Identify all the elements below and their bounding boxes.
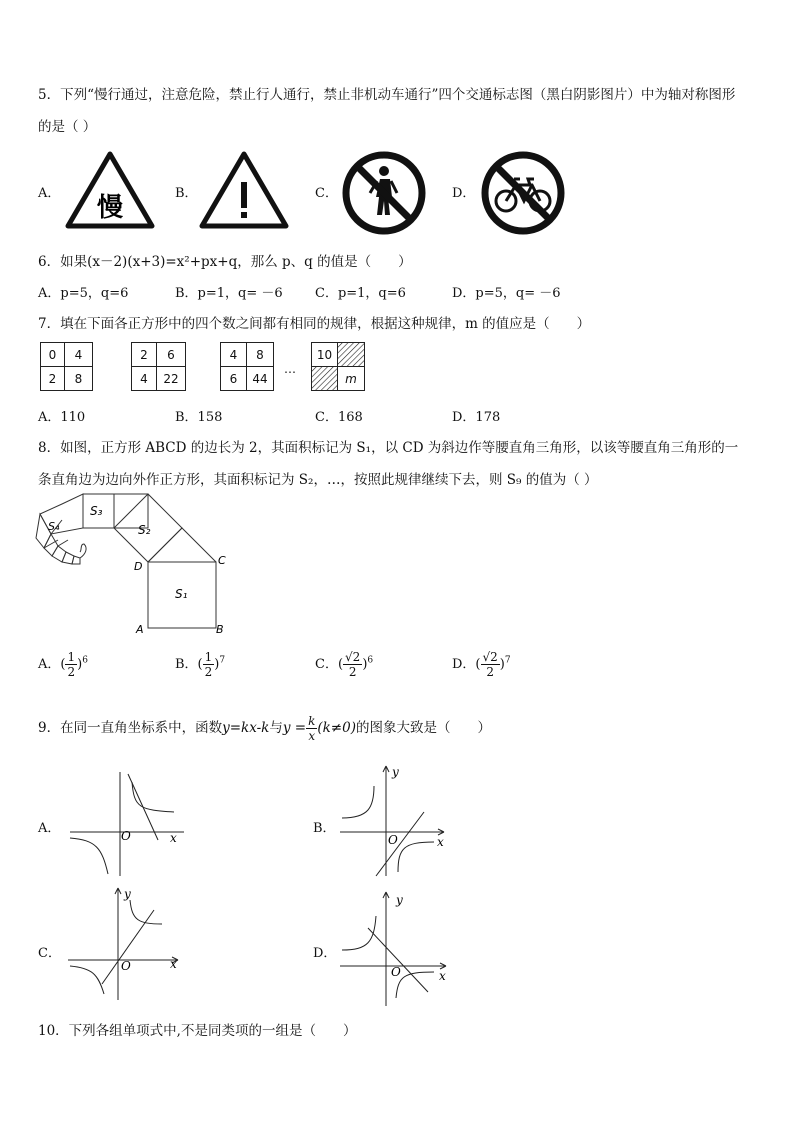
svg-text:x: x [170,957,177,971]
q5-option-b[interactable]: B． [175,186,198,201]
q9-stem: 9．在同一直角坐标系中，函数y=kx-k与y = $\frac{k}{x}$ (k≠0)的图象大致是（ ） [38,714,491,743]
svg-text:x: x [437,835,444,849]
q5-option-d[interactable]: D． [452,186,476,201]
q9-graph-c [66,884,190,1004]
q8-option-a[interactable]: A．( $\frac{1}{2}$ )$^6$ [38,650,88,679]
no-pedestrians-sign-icon [340,149,430,239]
svg-text:x: x [439,969,446,983]
q6-option-a[interactable]: A．p=5，q=6 [38,286,129,301]
label-s3: S₃ [90,504,103,518]
spiral-squares-figure [34,494,234,636]
q5-stem-line1: 5．下列“慢行通过，注意危险，禁止行人通行，禁止非机动车通行”四个交通标志图（黑白阴影图片）中为轴对称图形 [38,87,736,103]
q8-option-c[interactable]: C．( $\frac{√2}{2}$ )$^6$ [315,650,374,679]
q6-option-d[interactable]: D．p=5，q= －6 [452,286,561,301]
fraction: $\frac{√2}{2}$ [482,650,498,679]
svg-text:O: O [391,965,401,979]
grid-cell-m: m [337,366,365,391]
label-a: A [136,623,144,636]
q8-d-label: D．( [452,657,481,672]
grid-cell: 0 [40,342,65,367]
svg-text:y: y [396,893,403,907]
slow-traffic-sign-icon [66,150,156,230]
q7-option-c[interactable]: C．168 [315,410,363,425]
fraction: $\frac{k}{x}$ [308,714,316,743]
q8-option-d[interactable]: D．( $\frac{√2}{2}$ )$^7$ [452,650,511,679]
q8-stem-line2: 条直角边为边向外作正方形，其面积标记为 S₂，…，按照此规律继续下去，则 S₉ 的值为（ ） [38,472,598,488]
q9-option-a[interactable]: A． [38,821,61,836]
q9-option-b[interactable]: B． [313,821,336,836]
grid-cell: 2 [131,342,157,367]
q7-option-d[interactable]: D．178 [452,410,501,425]
fraction: $\frac{√2}{2}$ [345,650,361,679]
sign-a-text: 慢 [96,193,124,223]
label-s2: S₂ [138,523,151,537]
q6-option-c[interactable]: C．p=1，q=6 [315,286,406,301]
q9-func1: y=kx-k [222,720,270,736]
q8-b-label: B．( [175,657,203,672]
svg-text:O: O [121,959,131,973]
q6-stem: 6．如果(x－2)(x+3)=x²+px+q，那么 p、q 的值是（ ） [38,254,412,270]
q9-option-d[interactable]: D． [313,946,337,961]
svg-text:y: y [392,765,399,779]
grid-cell: 4 [220,342,247,367]
q7-option-b[interactable]: B．158 [175,410,223,425]
fraction: $\frac{1}{2}$ [67,650,76,679]
label-d: D [134,560,143,573]
label-b: B [216,623,224,636]
label-s1: S₁ [175,587,188,601]
q8-a-label: A．( [38,657,66,672]
danger-warning-sign-icon [200,150,290,230]
grid-cell: 44 [246,366,274,391]
grid-cell: 6 [220,366,247,391]
q5-option-c[interactable]: C． [315,186,338,201]
label-c: C [218,554,226,567]
q5-stem-line2: 的是（ ） [38,119,97,135]
svg-text:y: y [124,887,131,901]
grid-cell: 6 [156,342,186,367]
q9-graph-b [338,762,454,880]
fraction: $\frac{1}{2}$ [204,650,213,679]
grid-cell: 2 [40,366,65,391]
svg-text:O: O [388,833,398,847]
grid-cell: 22 [156,366,186,391]
hatched-cell [337,342,365,367]
q9-graph-a [66,768,190,880]
grid-cell: 8 [246,342,274,367]
q9-option-c[interactable]: C． [38,946,61,961]
q8-stem-line1: 8．如图，正方形 ABCD 的边长为 2，其面积标记为 S₁，以 CD 为斜边作等腰直角三角形，以该等腰直角三角形的一 [38,440,739,456]
hatched-cell [311,366,338,391]
q10-stem: 10．下列各组单项式中,不是同类项的一组是（ ） [38,1023,357,1039]
grid-cell: 10 [311,342,338,367]
grid-cell: 4 [64,342,93,367]
q5-option-a[interactable]: A． [38,186,61,201]
grid-cell: 4 [131,366,157,391]
q7-ellipsis: … [284,362,296,376]
grid-cell: 8 [64,366,93,391]
svg-text:x: x [170,831,177,845]
q8-option-b[interactable]: B．( $\frac{1}{2}$ )$^7$ [175,650,226,679]
no-bicycles-sign-icon [478,149,570,239]
q7-option-a[interactable]: A．110 [38,410,86,425]
q8-c-label: C．( [315,657,344,672]
q7-stem: 7．填在下面各正方形中的四个数之间都有相同的规律，根据这种规律，m 的值应是（ ） [38,316,591,332]
q6-option-b[interactable]: B．p=1，q= －6 [175,286,283,301]
svg-text:O: O [121,829,131,843]
q9-graph-d [338,888,454,1008]
label-s4: S₄ [48,520,60,533]
